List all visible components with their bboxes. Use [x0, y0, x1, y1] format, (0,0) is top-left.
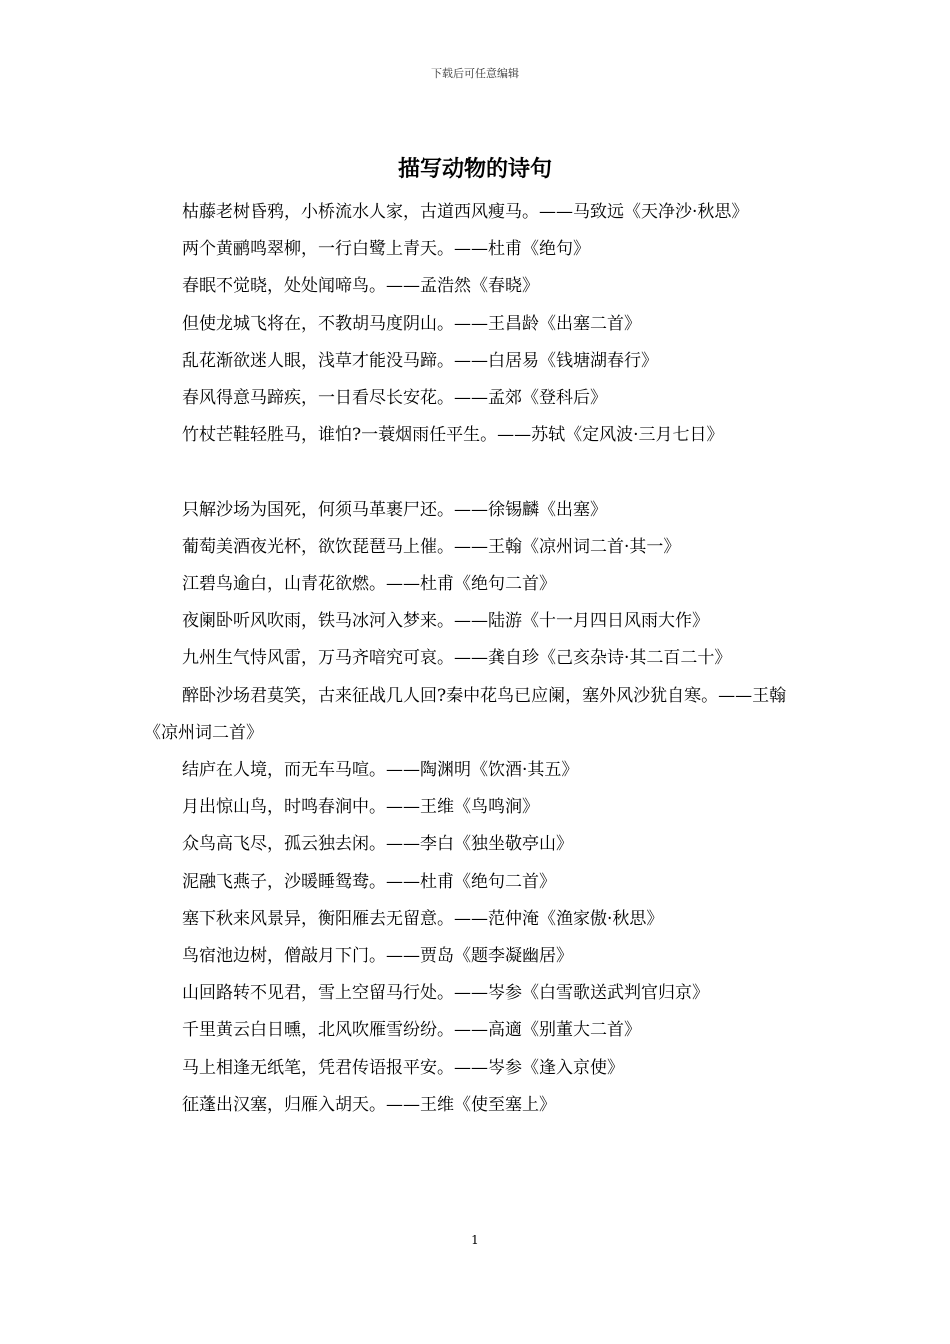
poem-line: 马上相逢无纸笔，凭君传语报平安。——岑参《逢入京使》 [182, 1057, 624, 1078]
poem-line: 泥融飞燕子，沙暖睡鸳鸯。——杜甫《绝句二首》 [182, 871, 556, 892]
poem-line: 江碧鸟逾白，山青花欲燃。——杜甫《绝句二首》 [182, 574, 556, 595]
poem-line: 众鸟高飞尽，孤云独去闲。——李白《独坐敬亭山》 [182, 834, 573, 855]
poem-line: 鸟宿池边树，僧敲月下门。——贾岛《题李凝幽居》 [182, 946, 573, 967]
poem-list [144, 194, 812, 1124]
page-number: 1 [471, 1233, 479, 1247]
poem-line: 只解沙场为国死，何须马革裹尸还。——徐锡麟《出塞》 [182, 499, 607, 520]
poem-line: 九州生气恃风雷，万马齐喑究可哀。——龚自珍《己亥杂诗·其二百二十》 [182, 648, 732, 669]
poem-line: 夜阑卧听风吹雨，铁马冰河入梦来。——陆游《十一月四日风雨大作》 [182, 611, 709, 632]
poem-line: 结庐在人境，而无车马喧。——陶渊明《饮酒·其五》 [182, 760, 579, 781]
poem-line: 两个黄鹂鸣翠柳，一行白鹭上青天。——杜甫《绝句》 [182, 239, 590, 260]
poem-line: 月出惊山鸟，时鸣春涧中。——王维《鸟鸣涧》 [182, 797, 539, 818]
poem-line: 山回路转不见君，雪上空留马行处。——岑参《白雪歌送武判官归京》 [182, 983, 709, 1004]
poem-line: 春风得意马蹄疾，一日看尽长安花。——孟郊《登科后》 [182, 388, 607, 409]
document-title: 描写动物的诗句 [397, 157, 552, 182]
poem-line: 竹杖芒鞋轻胜马，谁怕?一蓑烟雨任平生。——苏轼《定风波·三月七日》 [182, 425, 724, 446]
poem-line: 乱花渐欲迷人眼，浅草才能没马蹄。——白居易《钱塘湖春行》 [182, 350, 658, 371]
poem-line: 征蓬出汉塞，归雁入胡天。——王维《使至塞上》 [182, 1094, 556, 1115]
poem-line: 枯藤老树昏鸦，小桥流水人家，古道西风瘦马。——马致远《天净沙·秋思》 [182, 202, 749, 222]
poem-line: 醉卧沙场君莫笑，古来征战几人回?秦中花鸟已应阑，塞外风沙犹自寒。——王翰《凉州词二首》 [144, 685, 787, 743]
page-header: 下载后可任意编辑 [431, 67, 519, 80]
blank-line [144, 454, 812, 491]
poem-line: 葡萄美酒夜光杯，欲饮琵琶马上催。——王翰《凉州词二首·其一》 [182, 536, 681, 557]
poem-line: 但使龙城飞将在，不教胡马度阴山。——王昌龄《出塞二首》 [182, 313, 641, 334]
poem-line: 塞下秋来风景异，衡阳雁去无留意。——范仲淹《渔家傲·秋思》 [182, 908, 664, 929]
poem-line: 千里黄云白日曛，北风吹雁雪纷纷。——高適《别董大二首》 [182, 1020, 641, 1041]
poem-line: 春眠不觉晓，处处闻啼鸟。——孟浩然《春晓》 [182, 276, 539, 297]
